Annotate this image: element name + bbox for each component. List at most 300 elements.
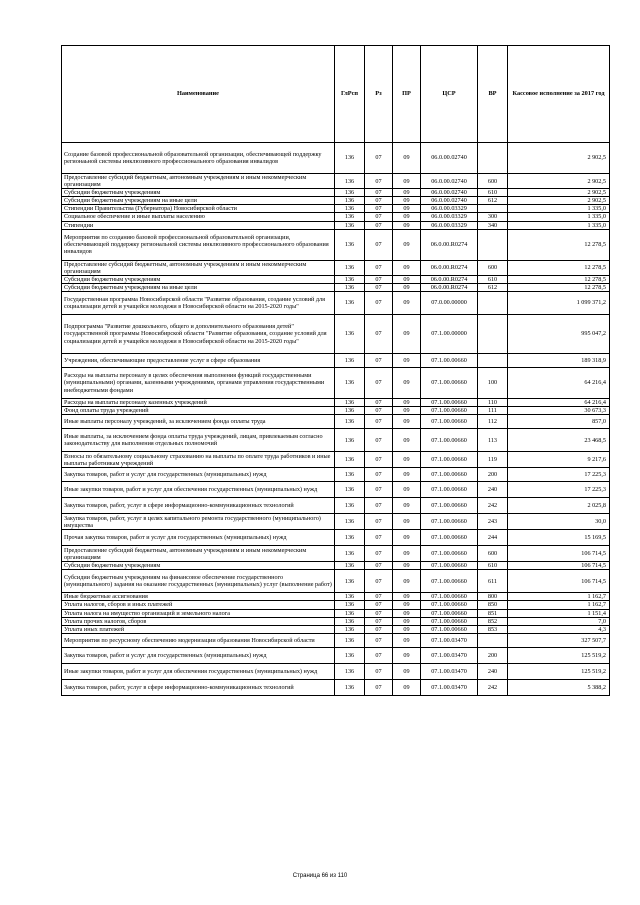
cell-name: Уплата прочих налогов, сборов xyxy=(62,617,335,625)
cell-vr xyxy=(478,633,508,647)
cell-sum: 1 335,0 xyxy=(508,213,610,221)
cell-csr: 07.1.00.00660 xyxy=(421,407,478,415)
cell-g: 136 xyxy=(335,663,365,679)
table-row xyxy=(62,609,610,617)
cell-sum: 1 162,7 xyxy=(508,593,610,601)
cell-rz: 07 xyxy=(365,189,393,197)
cell-name: Субсидии бюджетным учреждениям xyxy=(62,275,335,283)
cell-name: Уплата налога на имущество организаций и земельного налога xyxy=(62,609,335,617)
table-row xyxy=(62,593,610,601)
table-row xyxy=(62,625,610,633)
cell-rz: 07 xyxy=(365,452,393,468)
cell-vr: 100 xyxy=(478,368,508,399)
cell-vr: 600 xyxy=(478,546,508,562)
cell-vr: 611 xyxy=(478,570,508,593)
cell-pr: 09 xyxy=(393,399,421,407)
cell-vr: 111 xyxy=(478,407,508,415)
cell-sum: 2 025,8 xyxy=(508,498,610,514)
cell-name: Иные закупки товаров, работ и услуг для обеспечения государственных (муниципальных) нужд xyxy=(62,663,335,679)
cell-g: 136 xyxy=(335,498,365,514)
cell-csr: 07.1.00.00660 xyxy=(421,617,478,625)
cell-vr: 600 xyxy=(478,260,508,275)
cell-g: 136 xyxy=(335,633,365,647)
table-row xyxy=(62,143,610,174)
table-row xyxy=(62,407,610,415)
cell-g: 136 xyxy=(335,260,365,275)
cell-g: 136 xyxy=(335,647,365,663)
cell-pr: 09 xyxy=(393,482,421,498)
cell-name: Социальное обеспечение и иные выплаты населению xyxy=(62,213,335,221)
cell-vr: 243 xyxy=(478,514,508,530)
cell-name: Предоставление субсидий бюджетным, автономным учреждениям и иным некоммерческим организациям xyxy=(62,260,335,275)
table-row xyxy=(62,482,610,498)
cell-g: 136 xyxy=(335,189,365,197)
cell-csr: 07.1.00.00660 xyxy=(421,368,478,399)
cell-vr: 612 xyxy=(478,283,508,291)
cell-pr: 09 xyxy=(393,197,421,205)
cell-sum: 1 335,0 xyxy=(508,205,610,213)
cell-g: 136 xyxy=(335,546,365,562)
table-row xyxy=(62,197,610,205)
cell-pr: 09 xyxy=(393,633,421,647)
table-row xyxy=(62,514,610,530)
cell-csr: 06.0.00.03329 xyxy=(421,221,478,229)
cell-vr: 240 xyxy=(478,482,508,498)
cell-csr: 06.0.00.03329 xyxy=(421,213,478,221)
cell-vr xyxy=(478,143,508,174)
cell-sum: 2 902,5 xyxy=(508,197,610,205)
cell-vr xyxy=(478,354,508,368)
cell-rz: 07 xyxy=(365,663,393,679)
cell-csr: 07.1.00.00660 xyxy=(421,601,478,609)
table-row xyxy=(62,174,610,189)
cell-sum: 1 162,7 xyxy=(508,601,610,609)
cell-name: Субсидии бюджетным учреждениям на иные цели xyxy=(62,197,335,205)
cell-rz: 07 xyxy=(365,514,393,530)
cell-vr: 110 xyxy=(478,399,508,407)
cell-name: Предоставление субсидий бюджетным, автономным учреждениям и иным некоммерческим организациям xyxy=(62,174,335,189)
cell-pr: 09 xyxy=(393,570,421,593)
table-row xyxy=(62,415,610,429)
cell-name: Стипендии Правительства (Губернатора) Новосибирской области xyxy=(62,205,335,213)
cell-vr: 610 xyxy=(478,189,508,197)
table-row xyxy=(62,562,610,570)
cell-sum: 2 902,5 xyxy=(508,174,610,189)
cell-sum: 12 278,5 xyxy=(508,229,610,260)
cell-csr: 06.0.00.R0274 xyxy=(421,229,478,260)
header-rz: Рз xyxy=(365,46,393,143)
cell-vr xyxy=(478,205,508,213)
cell-csr: 07.1.00.00660 xyxy=(421,609,478,617)
cell-pr: 09 xyxy=(393,260,421,275)
cell-pr: 09 xyxy=(393,617,421,625)
table-row xyxy=(62,663,610,679)
cell-name: Прочая закупка товаров, работ и услуг для государственных (муниципальных) нужд xyxy=(62,530,335,546)
header-sum: Кассовое исполнение за 2017 год xyxy=(508,46,610,143)
cell-vr: 852 xyxy=(478,617,508,625)
cell-name: Субсидии бюджетным учреждениям xyxy=(62,189,335,197)
cell-pr: 09 xyxy=(393,546,421,562)
cell-g: 136 xyxy=(335,292,365,315)
cell-rz: 07 xyxy=(365,609,393,617)
cell-sum: 1 099 371,2 xyxy=(508,292,610,315)
cell-name: Государственная программа Новосибирской области "Развитие образования, создание условий для социализации детей и учащейся молодежи в Новосибирской области на 2015-2020 годы" xyxy=(62,292,335,315)
cell-vr: 600 xyxy=(478,174,508,189)
cell-rz: 07 xyxy=(365,647,393,663)
cell-g: 136 xyxy=(335,601,365,609)
cell-pr: 09 xyxy=(393,593,421,601)
cell-csr: 06.0.00.R0274 xyxy=(421,275,478,283)
table-row xyxy=(62,283,610,291)
cell-csr: 07.1.00.00660 xyxy=(421,399,478,407)
cell-pr: 09 xyxy=(393,429,421,452)
cell-csr: 07.1.00.00000 xyxy=(421,315,478,354)
cell-g: 136 xyxy=(335,530,365,546)
cell-sum: 64 216,4 xyxy=(508,399,610,407)
table-row xyxy=(62,429,610,452)
cell-csr: 07.1.00.00660 xyxy=(421,498,478,514)
cell-sum: 106 714,5 xyxy=(508,570,610,593)
table-body xyxy=(62,143,610,696)
cell-pr: 09 xyxy=(393,468,421,482)
cell-sum: 7,0 xyxy=(508,617,610,625)
cell-rz: 07 xyxy=(365,399,393,407)
cell-rz: 07 xyxy=(365,593,393,601)
cell-rz: 07 xyxy=(365,468,393,482)
cell-pr: 09 xyxy=(393,407,421,415)
cell-csr: 07.1.00.00660 xyxy=(421,530,478,546)
cell-name: Иные закупки товаров, работ и услуг для обеспечения государственных (муниципальных) нужд xyxy=(62,482,335,498)
cell-vr: 851 xyxy=(478,609,508,617)
cell-rz: 07 xyxy=(365,197,393,205)
cell-sum: 30,0 xyxy=(508,514,610,530)
cell-rz: 07 xyxy=(365,143,393,174)
cell-name: Иные выплаты, за исключением фонда оплаты труда учреждений, лицам, привлекаемым согласно законодательству для выполнения отдельных полномочий xyxy=(62,429,335,452)
cell-vr: 240 xyxy=(478,663,508,679)
cell-sum: 17 225,3 xyxy=(508,468,610,482)
cell-rz: 07 xyxy=(365,498,393,514)
cell-csr: 07.1.00.00660 xyxy=(421,593,478,601)
cell-g: 136 xyxy=(335,354,365,368)
cell-name: Уплата иных платежей xyxy=(62,625,335,633)
cell-rz: 07 xyxy=(365,482,393,498)
cell-g: 136 xyxy=(335,468,365,482)
table-row xyxy=(62,189,610,197)
cell-pr: 09 xyxy=(393,354,421,368)
cell-csr: 07.1.00.03470 xyxy=(421,647,478,663)
cell-name: Закупка товаров, работ, услуг в сфере информационно-коммуникационных технологий xyxy=(62,498,335,514)
cell-pr: 09 xyxy=(393,415,421,429)
cell-csr: 07.1.00.03470 xyxy=(421,663,478,679)
cell-rz: 07 xyxy=(365,283,393,291)
cell-pr: 09 xyxy=(393,679,421,695)
cell-name: Иные выплаты персоналу учреждений, за исключением фонда оплаты труда xyxy=(62,415,335,429)
cell-rz: 07 xyxy=(365,407,393,415)
cell-csr: 07.1.00.00660 xyxy=(421,468,478,482)
cell-rz: 07 xyxy=(365,292,393,315)
cell-sum: 12 278,5 xyxy=(508,275,610,283)
cell-name: Уплата налогов, сборов и иных платежей xyxy=(62,601,335,609)
cell-rz: 07 xyxy=(365,546,393,562)
cell-vr: 800 xyxy=(478,593,508,601)
header-name: Наименование xyxy=(62,46,335,143)
cell-csr: 07.1.00.00660 xyxy=(421,625,478,633)
cell-csr: 06.0.00.02740 xyxy=(421,197,478,205)
cell-vr xyxy=(478,292,508,315)
table-row xyxy=(62,617,610,625)
cell-rz: 07 xyxy=(365,601,393,609)
cell-pr: 09 xyxy=(393,368,421,399)
cell-pr: 09 xyxy=(393,609,421,617)
cell-rz: 07 xyxy=(365,174,393,189)
cell-csr: 07.1.00.00660 xyxy=(421,514,478,530)
cell-sum: 15 169,5 xyxy=(508,530,610,546)
cell-rz: 07 xyxy=(365,617,393,625)
table-row xyxy=(62,260,610,275)
cell-pr: 09 xyxy=(393,315,421,354)
cell-sum: 4,3 xyxy=(508,625,610,633)
cell-pr: 09 xyxy=(393,663,421,679)
table-row xyxy=(62,292,610,315)
cell-pr: 09 xyxy=(393,275,421,283)
cell-rz: 07 xyxy=(365,429,393,452)
cell-g: 136 xyxy=(335,221,365,229)
cell-rz: 07 xyxy=(365,633,393,647)
cell-sum: 2 902,5 xyxy=(508,189,610,197)
cell-csr: 07.1.00.03470 xyxy=(421,679,478,695)
cell-name: Субсидии бюджетным учреждениям xyxy=(62,562,335,570)
cell-vr: 610 xyxy=(478,562,508,570)
cell-sum: 9 217,6 xyxy=(508,452,610,468)
cell-rz: 07 xyxy=(365,315,393,354)
cell-rz: 07 xyxy=(365,368,393,399)
table-row xyxy=(62,229,610,260)
cell-sum: 857,0 xyxy=(508,415,610,429)
cell-csr: 07.1.00.00660 xyxy=(421,452,478,468)
table-row xyxy=(62,399,610,407)
table-row xyxy=(62,213,610,221)
cell-sum: 12 278,5 xyxy=(508,283,610,291)
cell-rz: 07 xyxy=(365,415,393,429)
cell-pr: 09 xyxy=(393,143,421,174)
table-row xyxy=(62,205,610,213)
cell-csr: 07.1.00.00660 xyxy=(421,482,478,498)
cell-csr: 06.0.00.02740 xyxy=(421,143,478,174)
cell-sum: 5 388,2 xyxy=(508,679,610,695)
table-row xyxy=(62,498,610,514)
cell-rz: 07 xyxy=(365,221,393,229)
cell-name: Фонд оплаты труда учреждений xyxy=(62,407,335,415)
cell-csr: 07.1.00.00660 xyxy=(421,429,478,452)
cell-pr: 09 xyxy=(393,530,421,546)
cell-vr: 242 xyxy=(478,498,508,514)
cell-sum: 1 151,4 xyxy=(508,609,610,617)
cell-vr: 112 xyxy=(478,415,508,429)
cell-g: 136 xyxy=(335,609,365,617)
cell-vr: 850 xyxy=(478,601,508,609)
table-row xyxy=(62,601,610,609)
cell-name: Субсидии бюджетным учреждениям на финансовое обеспечение государственного (муниципального) задания на оказание государственных (муниципальных) услуг (выполнение работ) xyxy=(62,570,335,593)
cell-sum: 64 216,4 xyxy=(508,368,610,399)
cell-rz: 07 xyxy=(365,275,393,283)
cell-sum: 2 902,5 xyxy=(508,143,610,174)
cell-pr: 09 xyxy=(393,229,421,260)
cell-g: 136 xyxy=(335,482,365,498)
cell-sum: 106 714,5 xyxy=(508,562,610,570)
table-row xyxy=(62,570,610,593)
cell-vr: 853 xyxy=(478,625,508,633)
table-row xyxy=(62,368,610,399)
cell-vr: 200 xyxy=(478,647,508,663)
table-row xyxy=(62,468,610,482)
cell-pr: 09 xyxy=(393,562,421,570)
cell-name: Создание базовой профессиональной образовательной организации, обеспечивающей поддержку регионаьной системы инклюзивного профессионального образования инвалидов xyxy=(62,143,335,174)
cell-name: Мероприятия по созданию базовой профессиональной образовательной организации, обеспечивающей поддержку региональной системы инклюзивного профессионального образования инвалидов xyxy=(62,229,335,260)
cell-sum: 23 468,5 xyxy=(508,429,610,452)
cell-csr: 07.1.00.00660 xyxy=(421,354,478,368)
cell-name: Мероприятия по ресурсному обеспечению модернизации образования Новосибирской области xyxy=(62,633,335,647)
cell-pr: 09 xyxy=(393,452,421,468)
cell-name: Предоставление субсидий бюджетным, автономным учреждениям и иным некоммерческим организациям xyxy=(62,546,335,562)
cell-csr: 07.1.00.03470 xyxy=(421,633,478,647)
cell-pr: 09 xyxy=(393,213,421,221)
header-glrsp: ГлРсп xyxy=(335,46,365,143)
cell-g: 136 xyxy=(335,213,365,221)
cell-pr: 09 xyxy=(393,292,421,315)
cell-sum: 125 519,2 xyxy=(508,663,610,679)
table-row xyxy=(62,647,610,663)
cell-g: 136 xyxy=(335,562,365,570)
cell-name: Расходы на выплаты персоналу в целях обеспечения выполнения функций государственными (муниципальными) органами, казенными учреждениями, органами управления государственными внебюджетными фондами xyxy=(62,368,335,399)
cell-g: 136 xyxy=(335,570,365,593)
cell-vr: 113 xyxy=(478,429,508,452)
cell-name: Закупка товаров, работ, услуг в целях капитального ремонта государственного (муниципального) имущества xyxy=(62,514,335,530)
cell-pr: 09 xyxy=(393,498,421,514)
table-row xyxy=(62,546,610,562)
cell-csr: 06.0.00.02740 xyxy=(421,189,478,197)
cell-rz: 07 xyxy=(365,530,393,546)
table-row xyxy=(62,679,610,695)
cell-csr: 06.0.00.02740 xyxy=(421,174,478,189)
cell-g: 136 xyxy=(335,593,365,601)
cell-g: 136 xyxy=(335,283,365,291)
cell-csr: 07.1.00.00660 xyxy=(421,562,478,570)
table-row xyxy=(62,275,610,283)
cell-sum: 12 278,5 xyxy=(508,260,610,275)
cell-vr: 242 xyxy=(478,679,508,695)
cell-name: Взносы по обязательному социальному страхованию на выплаты по оплате труда работников и иные выплаты работникам учреждений xyxy=(62,452,335,468)
cell-name: Расходы на выплаты персоналу казенных учреждений xyxy=(62,399,335,407)
cell-g: 136 xyxy=(335,617,365,625)
cell-vr xyxy=(478,229,508,260)
cell-vr: 610 xyxy=(478,275,508,283)
cell-g: 136 xyxy=(335,514,365,530)
cell-rz: 07 xyxy=(365,205,393,213)
cell-name: Учреждения, обеспечивающие предоставление услуг в сфере образования xyxy=(62,354,335,368)
cell-pr: 09 xyxy=(393,189,421,197)
cell-g: 136 xyxy=(335,143,365,174)
cell-name: Закупка товаров, работ и услуг для государственных (муниципальных) нужд xyxy=(62,468,335,482)
cell-rz: 07 xyxy=(365,354,393,368)
cell-g: 136 xyxy=(335,407,365,415)
cell-csr: 07.1.00.00660 xyxy=(421,570,478,593)
cell-name: Иные бюджетные ассигнования xyxy=(62,593,335,601)
header-pr: ПР xyxy=(393,46,421,143)
cell-g: 136 xyxy=(335,415,365,429)
cell-pr: 09 xyxy=(393,514,421,530)
header-csr: ЦСР xyxy=(421,46,478,143)
cell-g: 136 xyxy=(335,197,365,205)
cell-vr xyxy=(478,315,508,354)
table-row xyxy=(62,530,610,546)
cell-sum: 30 673,3 xyxy=(508,407,610,415)
cell-rz: 07 xyxy=(365,562,393,570)
cell-sum: 1 335,0 xyxy=(508,221,610,229)
cell-csr: 07.1.00.00660 xyxy=(421,415,478,429)
cell-rz: 07 xyxy=(365,625,393,633)
cell-sum: 106 714,5 xyxy=(508,546,610,562)
table-header-row xyxy=(62,46,610,143)
cell-name: Подпрограмма "Развитие дошкольного, общего и дополнительного образования детей" государственной программы Новосибирской области "Развитие образования, создание условий для социализации детей и учащейся молодежи в Новосибирской области на 2015-2020 годы" xyxy=(62,315,335,354)
cell-vr: 612 xyxy=(478,197,508,205)
cell-rz: 07 xyxy=(365,260,393,275)
cell-g: 136 xyxy=(335,368,365,399)
cell-rz: 07 xyxy=(365,570,393,593)
cell-name: Стипендии xyxy=(62,221,335,229)
cell-csr: 07.0.00.00000 xyxy=(421,292,478,315)
table-row xyxy=(62,221,610,229)
cell-csr: 06.0.00.R0274 xyxy=(421,260,478,275)
cell-g: 136 xyxy=(335,205,365,213)
cell-sum: 327 507,7 xyxy=(508,633,610,647)
cell-sum: 189 318,9 xyxy=(508,354,610,368)
table-row xyxy=(62,354,610,368)
cell-pr: 09 xyxy=(393,174,421,189)
table-row xyxy=(62,452,610,468)
cell-name: Закупка товаров, работ, услуг в сфере информационно-коммуникационных технологий xyxy=(62,679,335,695)
table-row xyxy=(62,633,610,647)
cell-g: 136 xyxy=(335,429,365,452)
cell-name: Субсидии бюджетным учреждениям на иные цели xyxy=(62,283,335,291)
budget-table-container xyxy=(61,45,609,696)
cell-rz: 07 xyxy=(365,679,393,695)
cell-vr: 200 xyxy=(478,468,508,482)
page-footer: Страница 66 из 110 xyxy=(292,873,348,879)
cell-pr: 09 xyxy=(393,283,421,291)
cell-sum: 995 047,2 xyxy=(508,315,610,354)
cell-pr: 09 xyxy=(393,205,421,213)
cell-vr: 300 xyxy=(478,213,508,221)
cell-g: 136 xyxy=(335,625,365,633)
budget-table xyxy=(61,45,610,696)
cell-pr: 09 xyxy=(393,221,421,229)
header-vr: ВР xyxy=(478,46,508,143)
cell-g: 136 xyxy=(335,452,365,468)
table-row xyxy=(62,315,610,354)
cell-pr: 09 xyxy=(393,601,421,609)
cell-name: Закупка товаров, работ и услуг для государственных (муниципальных) нужд xyxy=(62,647,335,663)
cell-csr: 06.0.00.R0274 xyxy=(421,283,478,291)
cell-vr: 340 xyxy=(478,221,508,229)
cell-g: 136 xyxy=(335,174,365,189)
cell-rz: 07 xyxy=(365,229,393,260)
cell-g: 136 xyxy=(335,679,365,695)
cell-pr: 09 xyxy=(393,647,421,663)
cell-csr: 07.1.00.00660 xyxy=(421,546,478,562)
cell-g: 136 xyxy=(335,399,365,407)
cell-g: 136 xyxy=(335,229,365,260)
cell-sum: 17 225,3 xyxy=(508,482,610,498)
